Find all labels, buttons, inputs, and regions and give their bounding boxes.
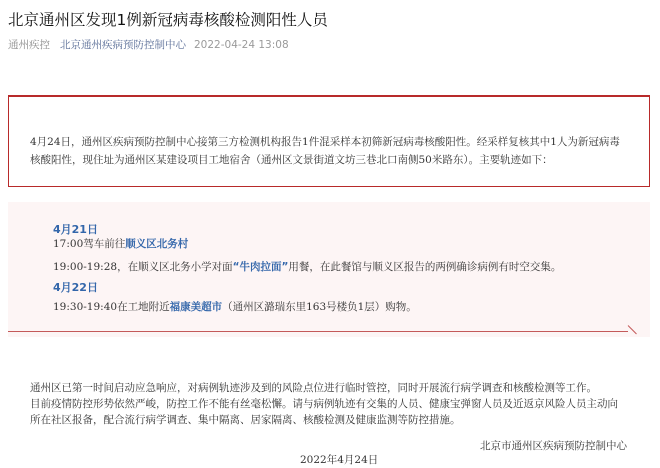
trajectory-date-2: 4月22日 [53, 281, 98, 294]
account-name[interactable]: 通州疾控 [8, 39, 50, 51]
trajectory-item-2-suffix: 用餐，在此餐馆与顺义区报告的两例确诊病例有时空交集。 [288, 261, 562, 273]
trajectory-date-1: 4月21日 [53, 223, 98, 236]
trajectory-item-2-text: 19:00-19:28，在顺义区北务小学对面 [53, 261, 233, 273]
closing-paragraph-1: 通州区已第一时间启动应急响应，对病例轨迹涉及到的风险点位进行临时管控，同时开展流行病学调查和核酸检测等工作。 [30, 382, 597, 394]
signature-date: 2022年4月24日 [300, 454, 379, 466]
closing-paragraph-2: 目前疫情防控形势依然严峻，防控工作不能有丝毫松懈。请与病例轨迹有交集的人员、健康宝弹窗人员及近返京风险人员主动向所在社区报备，配合流行病学调查、集中隔离、居家隔离、核酸检测及健康监测等防控措施。 [30, 398, 618, 426]
trajectory-item-3-suffix: （通州区潞瑞东里163号楼负1层）购物。 [222, 301, 417, 313]
trajectory-item-3-place: 福康美超市 [169, 301, 223, 313]
article-title: 北京通州区发现1例新冠病毒核酸检测阳性人员 [8, 11, 328, 29]
trajectory-item-2-place: “牛肉拉面” [232, 261, 289, 273]
trajectory-item-1 [53, 236, 188, 251]
article-meta [8, 37, 289, 52]
trajectory-item-2 [53, 259, 561, 274]
trajectory-item-3-text: 19:30-19:40在工地附近 [53, 301, 170, 313]
trajectory-item-1-text: 17:00驾车前往 [53, 238, 126, 250]
source-link[interactable]: 北京通州疾病预防控制中心 [60, 39, 186, 51]
trajectory-item-1-place: 顺义区北务村 [125, 238, 189, 250]
signature: 北京市通州区疾病预防控制中心 [480, 440, 627, 452]
trajectory-item-3 [53, 299, 417, 314]
trajectory-divider [8, 331, 628, 332]
publish-time: 2022-04-24 13:08 [194, 39, 289, 51]
intro-text: 4月24日，通州区疾病预防控制中心接第三方检测机构报告1件混采样本初筛新冠病毒核酸阳性。经采样复核其中1人为新冠病毒核酸阳性，现住址为通州区某建设项目工地宿舍（通州区文景街道文坊三巷北口南侧50米路东）。主要轨迹如下： [30, 136, 620, 166]
